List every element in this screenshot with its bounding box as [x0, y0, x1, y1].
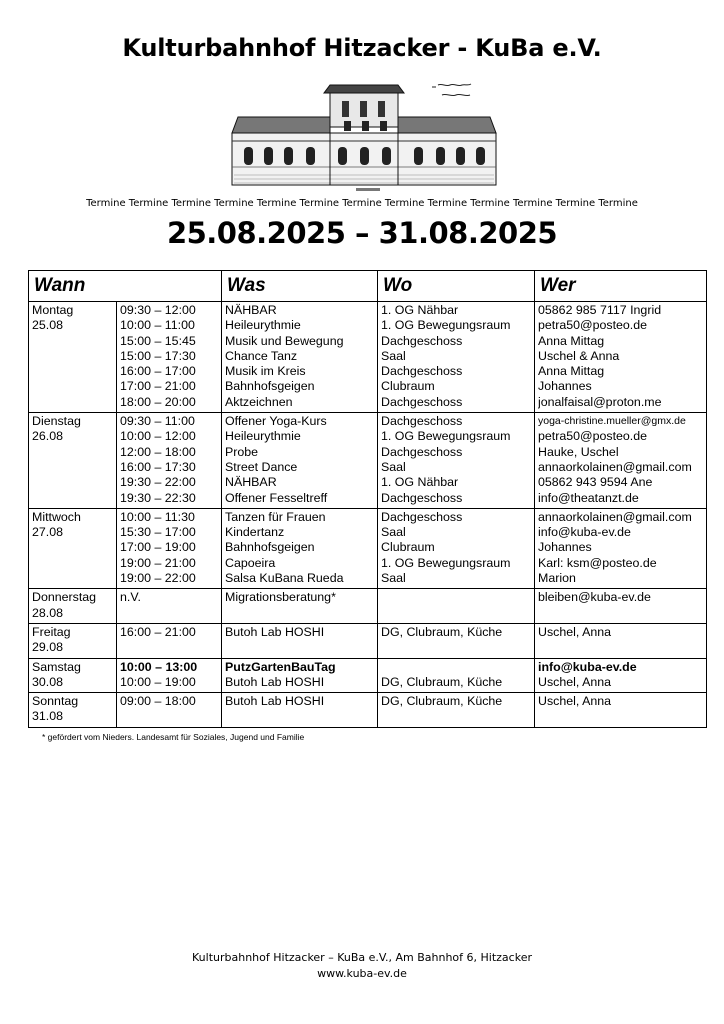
event-name: Bahnhofsgeigen: [225, 540, 315, 555]
page-title: Kulturbahnhof Hitzacker - KuBa e.V.: [122, 34, 602, 62]
time-slot: 10:00 – 11:00: [120, 318, 195, 333]
event-contact: Karl: ksm@posteo.de: [538, 555, 657, 570]
event-location: Dachgeschoss: [381, 364, 463, 379]
event-contact: Hauke, Uschel: [538, 444, 619, 459]
event-name: Chance Tanz: [225, 348, 298, 363]
event-name: Migrationsberatung*: [225, 590, 336, 605]
event-location: Clubraum: [381, 540, 435, 555]
day-row-dienstag: [29, 413, 707, 509]
event-location: [381, 590, 534, 605]
event-location: Saal: [381, 571, 406, 586]
event-name: Street Dance: [225, 459, 298, 474]
event-location: DG, Clubraum, Küche: [381, 624, 503, 639]
was-cell: [222, 302, 378, 413]
day-name: Montag: [32, 303, 74, 317]
time-slot: 10:00 – 12:00: [120, 429, 196, 444]
day-row-mittwoch: [29, 508, 707, 588]
event-name: NÄHBAR: [225, 303, 277, 317]
event-location: Dachgeschoss: [381, 414, 463, 429]
event-name: Musik im Kreis: [225, 364, 306, 379]
wo-cell: [378, 589, 535, 624]
time-slot: 19:00 – 22:00: [120, 571, 196, 586]
day-date: 30.08: [32, 674, 64, 689]
page-footer: [0, 950, 724, 982]
event-contact: Johannes: [538, 540, 592, 555]
was-cell: [222, 413, 378, 509]
time-cell: [117, 413, 222, 509]
event-location: DG, Clubraum, Küche: [381, 674, 503, 689]
was-cell: [222, 693, 378, 728]
day-cell: [29, 302, 117, 413]
day-date: 26.08: [32, 429, 64, 444]
time-cell: [117, 302, 222, 413]
wer-cell: [535, 413, 707, 509]
time-slot: 17:00 – 19:00: [120, 540, 196, 555]
event-name: Kindertanz: [225, 525, 285, 540]
wo-cell: [378, 693, 535, 728]
event-location: DG, Clubraum, Küche: [381, 694, 503, 709]
wer-cell: [535, 508, 707, 588]
event-location: Dachgeschoss: [381, 444, 463, 459]
event-contact: yoga-christine.mueller@gmx.de: [538, 415, 686, 428]
event-location: Dachgeschoss: [381, 333, 463, 348]
termine-banner: Termine Termine Termine Termine Termine Termine Termine Termine Termine Termine Termine Termine Termine: [86, 198, 638, 209]
wer-cell: [535, 693, 707, 728]
time-slot: 15:00 – 15:45: [120, 333, 196, 348]
event-location: 1. OG Bewegungsraum: [381, 318, 511, 333]
time-cell: [117, 623, 222, 658]
day-date: 31.08: [32, 709, 64, 724]
footer-website: www.kuba-ev.de: [317, 967, 407, 980]
event-name: NÄHBAR: [225, 475, 277, 490]
event-name: Aktzeichnen: [225, 394, 293, 409]
event-name: Offener Yoga-Kurs: [225, 414, 327, 429]
time-slot: 10:00 – 11:30: [120, 509, 195, 524]
wo-cell: [378, 623, 535, 658]
event-contact: petra50@posteo.de: [538, 429, 648, 444]
wer-cell: [535, 623, 707, 658]
event-contact: 05862 943 9594 Ane: [538, 475, 653, 490]
time-slot: 16:00 – 17:00: [120, 364, 196, 379]
time-slot: 15:30 – 17:00: [120, 525, 196, 540]
column-header-was: Was: [222, 271, 378, 302]
event-contact: 05862 985 7117 Ingrid: [538, 303, 662, 317]
time-slot: 15:00 – 17:30: [120, 348, 196, 363]
day-cell: [29, 589, 117, 624]
time-slot: 10:00 – 13:00: [120, 659, 198, 674]
time-slot: 16:00 – 17:30: [120, 459, 196, 474]
time-slot: 09:30 – 11:00: [120, 414, 195, 429]
time-slot: 19:30 – 22:30: [120, 490, 196, 505]
wo-cell: [378, 658, 535, 693]
event-contact: Uschel, Anna: [538, 694, 612, 709]
was-cell: [222, 589, 378, 624]
day-cell: [29, 658, 117, 693]
date-range: 25.08.2025 – 31.08.2025: [166, 216, 558, 250]
day-row-sonntag: [29, 693, 707, 728]
event-contact: info@theatanzt.de: [538, 490, 639, 505]
time-slot: n.V.: [120, 590, 141, 605]
event-location: 1. OG Bewegungsraum: [381, 429, 511, 444]
event-name: Bahnhofsgeigen: [225, 379, 315, 394]
event-name: Offener Fesseltreff: [225, 490, 328, 505]
station-building-illustration: [220, 75, 510, 195]
event-contact: info@kuba-ev.de: [538, 525, 631, 540]
day-name: Mittwoch: [32, 509, 81, 524]
event-contact: Uschel, Anna: [538, 674, 612, 689]
day-date: 28.08: [32, 605, 64, 620]
was-cell: [222, 658, 378, 693]
event-location: Saal: [381, 459, 406, 474]
time-slot: 18:00 – 20:00: [120, 394, 196, 409]
time-slot: 19:30 – 22:00: [120, 475, 196, 490]
column-header-wer: Wer: [535, 271, 707, 302]
day-name: Samstag: [32, 659, 81, 674]
day-row-freitag: [29, 623, 707, 658]
column-header-wann: Wann: [29, 271, 222, 302]
day-date: 27.08: [32, 525, 64, 540]
event-location: Saal: [381, 525, 406, 540]
event-name: Musik und Bewegung: [225, 333, 344, 348]
event-location: Dachgeschoss: [381, 490, 463, 505]
event-name: Probe: [225, 444, 259, 459]
event-contact: annaorkolainen@gmail.com: [538, 459, 692, 474]
day-cell: [29, 623, 117, 658]
event-location: Clubraum: [381, 379, 435, 394]
day-row-donnerstag: [29, 589, 707, 624]
event-location: Dachgeschoss: [381, 394, 463, 409]
time-cell: [117, 658, 222, 693]
wer-cell: [535, 658, 707, 693]
event-name: Butoh Lab HOSHI: [225, 694, 325, 709]
event-contact: Johannes: [538, 379, 592, 394]
event-name: Capoeira: [225, 555, 276, 570]
event-name: Butoh Lab HOSHI: [225, 674, 325, 689]
day-cell: [29, 693, 117, 728]
day-cell: [29, 508, 117, 588]
event-location: Dachgeschoss: [381, 509, 463, 524]
time-slot: 09:00 – 18:00: [120, 694, 196, 709]
day-date: 25.08: [32, 318, 64, 333]
time-cell: [117, 508, 222, 588]
time-cell: [117, 693, 222, 728]
event-name: Salsa KuBana Rueda: [225, 571, 344, 586]
event-location: Saal: [381, 348, 406, 363]
funding-footnote: * gefördert vom Nieders. Landesamt für Soziales, Jugend und Familie: [42, 732, 305, 742]
event-contact: jonalfaisal@proton.me: [538, 394, 662, 409]
time-slot: 16:00 – 21:00: [120, 624, 196, 639]
event-contact: bleiben@kuba-ev.de: [538, 590, 651, 605]
event-contact: annaorkolainen@gmail.com: [538, 509, 692, 524]
event-name: Butoh Lab HOSHI: [225, 624, 325, 639]
event-location: 1. OG Nähbar: [381, 475, 459, 490]
event-contact: Marion: [538, 571, 576, 586]
event-contact: Uschel & Anna: [538, 348, 620, 363]
day-date: 29.08: [32, 640, 64, 655]
event-name: Heileurythmie: [225, 429, 301, 444]
event-location: [381, 660, 534, 675]
day-name: Donnerstag: [32, 590, 97, 605]
time-slot: 19:00 – 21:00: [120, 555, 196, 570]
day-row-montag: [29, 302, 707, 413]
event-name: PutzGartenBauTag: [225, 659, 336, 674]
day-name: Dienstag: [32, 414, 81, 429]
wer-cell: [535, 589, 707, 624]
event-contact: Anna Mittag: [538, 333, 605, 348]
day-cell: [29, 413, 117, 509]
column-header-wo: Wo: [378, 271, 535, 302]
event-location: 1. OG Bewegungsraum: [381, 555, 511, 570]
time-slot: 12:00 – 18:00: [120, 444, 196, 459]
wo-cell: [378, 413, 535, 509]
day-row-samstag: [29, 658, 707, 693]
day-name: Sonntag: [32, 694, 79, 709]
day-name: Freitag: [32, 624, 71, 639]
event-contact: petra50@posteo.de: [538, 318, 648, 333]
table-header-row: [29, 271, 707, 302]
event-name: Heileurythmie: [225, 318, 301, 333]
time-slot: 10:00 – 19:00: [120, 674, 196, 689]
was-cell: [222, 508, 378, 588]
time-slot: 17:00 – 21:00: [120, 379, 196, 394]
schedule-table: [28, 270, 707, 728]
event-contact: Anna Mittag: [538, 364, 605, 379]
was-cell: [222, 623, 378, 658]
wo-cell: [378, 508, 535, 588]
wo-cell: [378, 302, 535, 413]
event-name: Tanzen für Frauen: [225, 509, 326, 524]
footer-address: Kulturbahnhof Hitzacker – KuBa e.V., Am Bahnhof 6, Hitzacker: [192, 951, 532, 964]
event-contact: info@kuba-ev.de: [538, 659, 637, 674]
wer-cell: [535, 302, 707, 413]
event-location: 1. OG Nähbar: [381, 303, 459, 317]
time-cell: [117, 589, 222, 624]
event-contact: Uschel, Anna: [538, 624, 612, 639]
time-slot: 09:30 – 12:00: [120, 303, 196, 317]
